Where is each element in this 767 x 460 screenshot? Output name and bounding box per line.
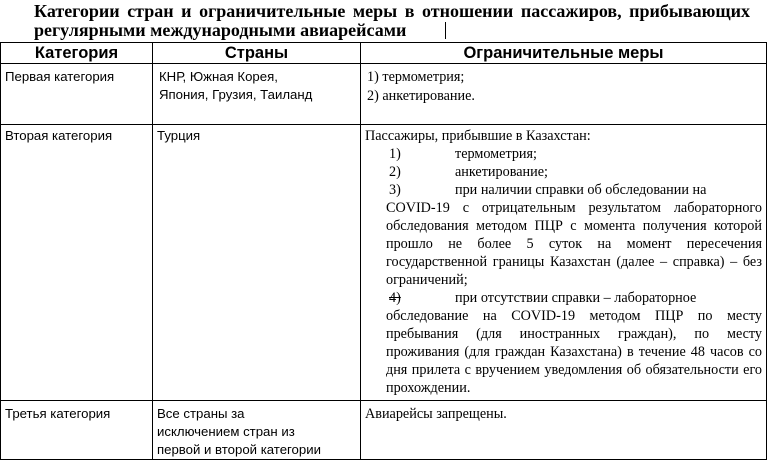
table-row [1, 64, 767, 125]
measure-item [365, 181, 762, 199]
measures-cell [361, 64, 767, 125]
measure-number: 2) [389, 164, 401, 180]
countries-line: первой и второй категории [157, 442, 321, 457]
measure-text: анкетирование; [455, 164, 548, 180]
measure-item [365, 163, 762, 181]
measure-number: 4) [389, 290, 401, 306]
category-cell: Вторая категория [1, 125, 153, 401]
table-row [1, 401, 767, 460]
countries-line: Все страны за [157, 406, 245, 421]
measure-number: 1) [389, 146, 401, 162]
measures-cell: Авиарейсы запрещены. [361, 401, 767, 460]
category-cell: Третья категория [1, 401, 153, 460]
restrictions-table [0, 42, 767, 460]
countries-line: КНР, Южная Корея, [159, 69, 278, 84]
countries-cell [153, 64, 361, 125]
measure-number: 3) [389, 182, 401, 198]
measures-intro: Пассажиры, прибывшие в Казахстан: [365, 128, 591, 144]
measure-continuation: обследование на COVID-19 методом ПЦР по месту пребывания (для иностранных граждан), по месту проживания (для граждан Казахстана) в течение 48 часов со дня прилета с вручением уведомления об обязательности его прохождении. [386, 308, 762, 396]
document-title: Категории стран и ограничительные меры в отношении пассажиров, прибывающих регулярными международными авиарейсами [34, 1, 750, 40]
measure-item: 2) анкетирование. [367, 88, 475, 104]
countries-line: Япония, Грузия, Таиланд [159, 87, 313, 102]
measures-cell [361, 125, 767, 401]
measure-text: при наличии справки об обследовании на [455, 182, 707, 198]
table-row [1, 125, 767, 401]
measure-continuation: COVID-19 с отрицательным результатом лабораторного обследования методом ПЦР с момента получения которой прошло не более 5 суток на момент пересечения государственной границы Казахстан (далее – справка) – без ограничений; [386, 200, 762, 288]
measure-item [365, 289, 762, 307]
header-countries: Страны [153, 43, 361, 64]
measure-text: при отсутствии справки – лабораторное [455, 290, 697, 306]
measure-item: 1) термометрия; [367, 69, 465, 85]
measure-text: термометрия; [455, 146, 537, 162]
countries-cell: Турция [153, 125, 361, 401]
header-measures: Ограничительные меры [361, 43, 767, 64]
header-category: Категория [1, 43, 153, 64]
countries-cell [153, 401, 361, 460]
countries-line: исключением стран из [157, 424, 295, 439]
measure-item [365, 145, 762, 163]
text-cursor [445, 22, 446, 39]
category-cell: Первая категория [1, 64, 153, 125]
table-header-row [1, 43, 767, 64]
